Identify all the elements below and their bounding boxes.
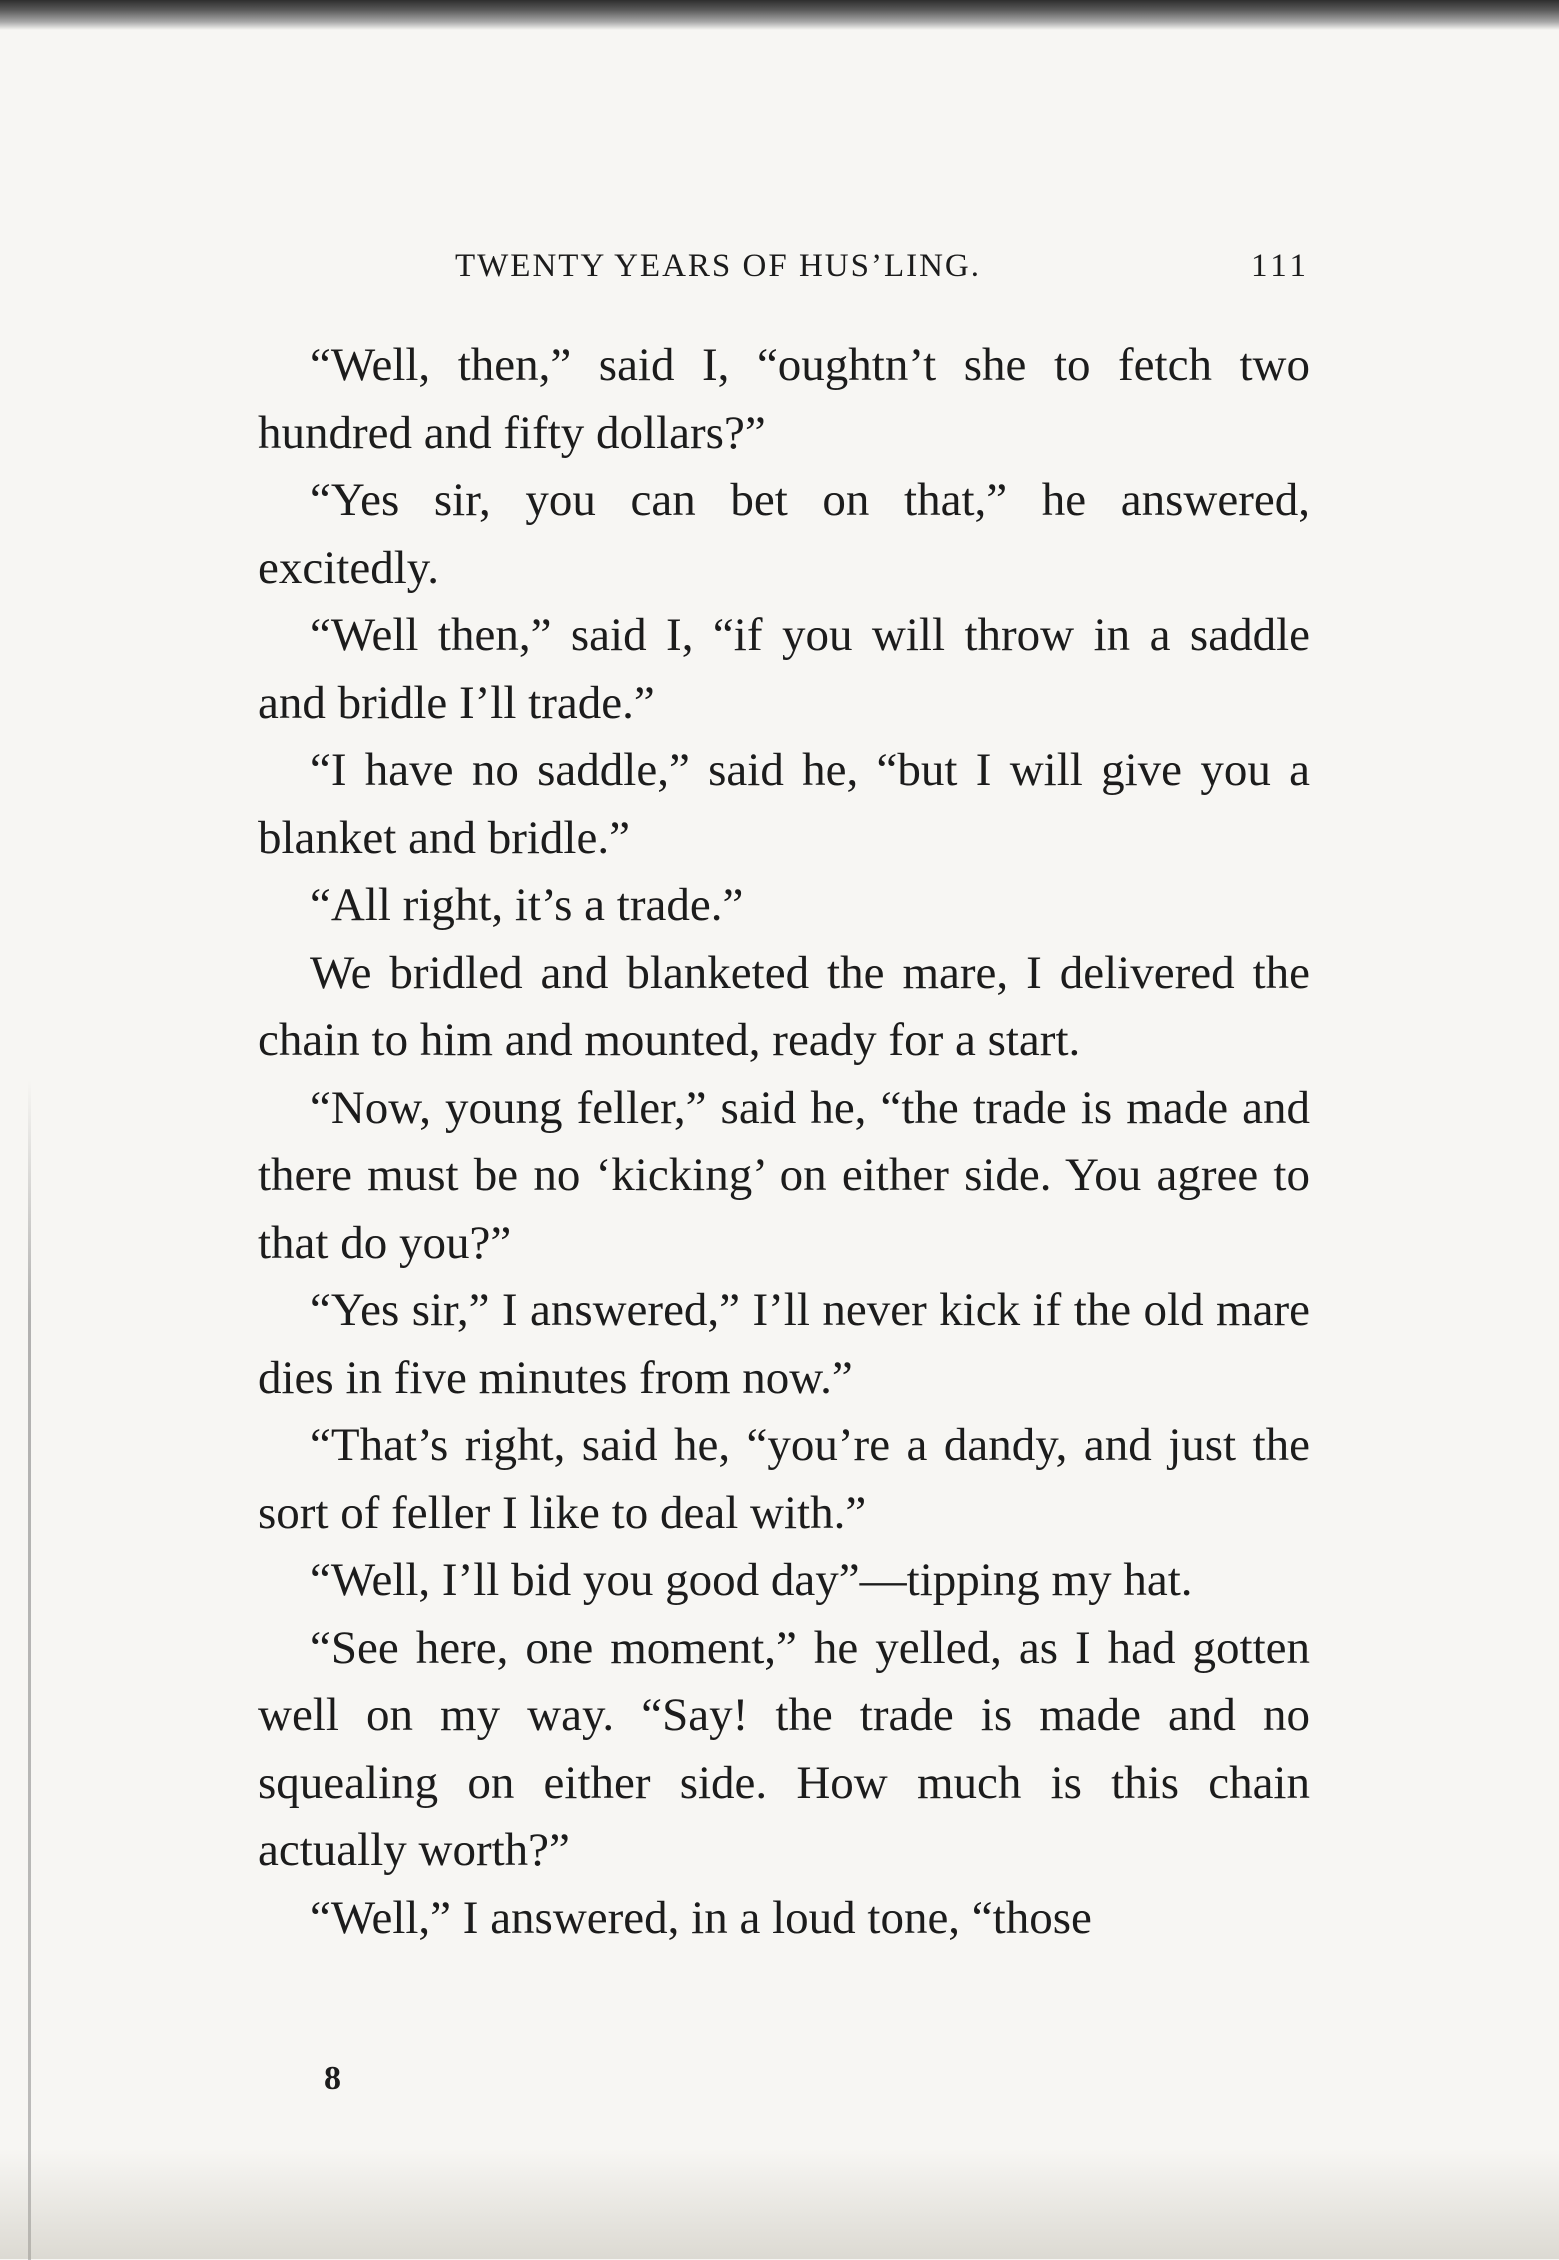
page-header bbox=[260, 248, 1310, 298]
paragraph: “All right, it’s a trade.” bbox=[310, 879, 744, 931]
paragraph: “Well then,” said I, “if you will throw in a saddle and bridle I’ll trade.” bbox=[258, 609, 1310, 729]
paragraph: “Well,” I answered, in a loud tone, “those bbox=[310, 1891, 1092, 1944]
scan-left-edge bbox=[28, 1080, 31, 2260]
paragraph: “Well, then,” said I, “oughtn’t she to fetch two hundred and fifty dollars?” bbox=[258, 339, 1310, 459]
paragraph: “Yes sir, you can bet on that,” he answered, excitedly. bbox=[258, 474, 1310, 594]
paragraph: “That’s right, said he, “you’re a dandy, and just the sort of feller I like to deal with.” bbox=[258, 1419, 1310, 1539]
paragraph: “See here, one moment,” he yelled, as I had gotten well on my way. “Say! the trade is made and no squealing on either side. How much is this chain actually worth?” bbox=[258, 1621, 1310, 1876]
signature-mark: 8 bbox=[324, 2060, 341, 2097]
paragraph: We bridled and blanketed the mare, I delivered the chain to him and mounted, ready for a start. bbox=[258, 946, 1310, 1066]
paragraph: “Yes sir,” I answered,” I’ll never kick if the old mare dies in five minutes from now.” bbox=[258, 1284, 1310, 1404]
page-number: 111 bbox=[1250, 248, 1310, 284]
running-title: TWENTY YEARS OF HUS’LING. bbox=[455, 248, 982, 284]
paragraph: “Well, I’ll bid you good day”—tipping my hat. bbox=[310, 1554, 1193, 1606]
body-text bbox=[258, 332, 1310, 1952]
scan-bottom-edge bbox=[0, 2149, 1559, 2259]
paragraph: “Now, young feller,” said he, “the trade is made and there must be no ‘kicking’ on either side. You agree to that do you?” bbox=[258, 1081, 1310, 1269]
paragraph: “I have no saddle,” said he, “but I will give you a blanket and bridle.” bbox=[258, 744, 1310, 864]
scan-top-edge bbox=[0, 0, 1559, 30]
